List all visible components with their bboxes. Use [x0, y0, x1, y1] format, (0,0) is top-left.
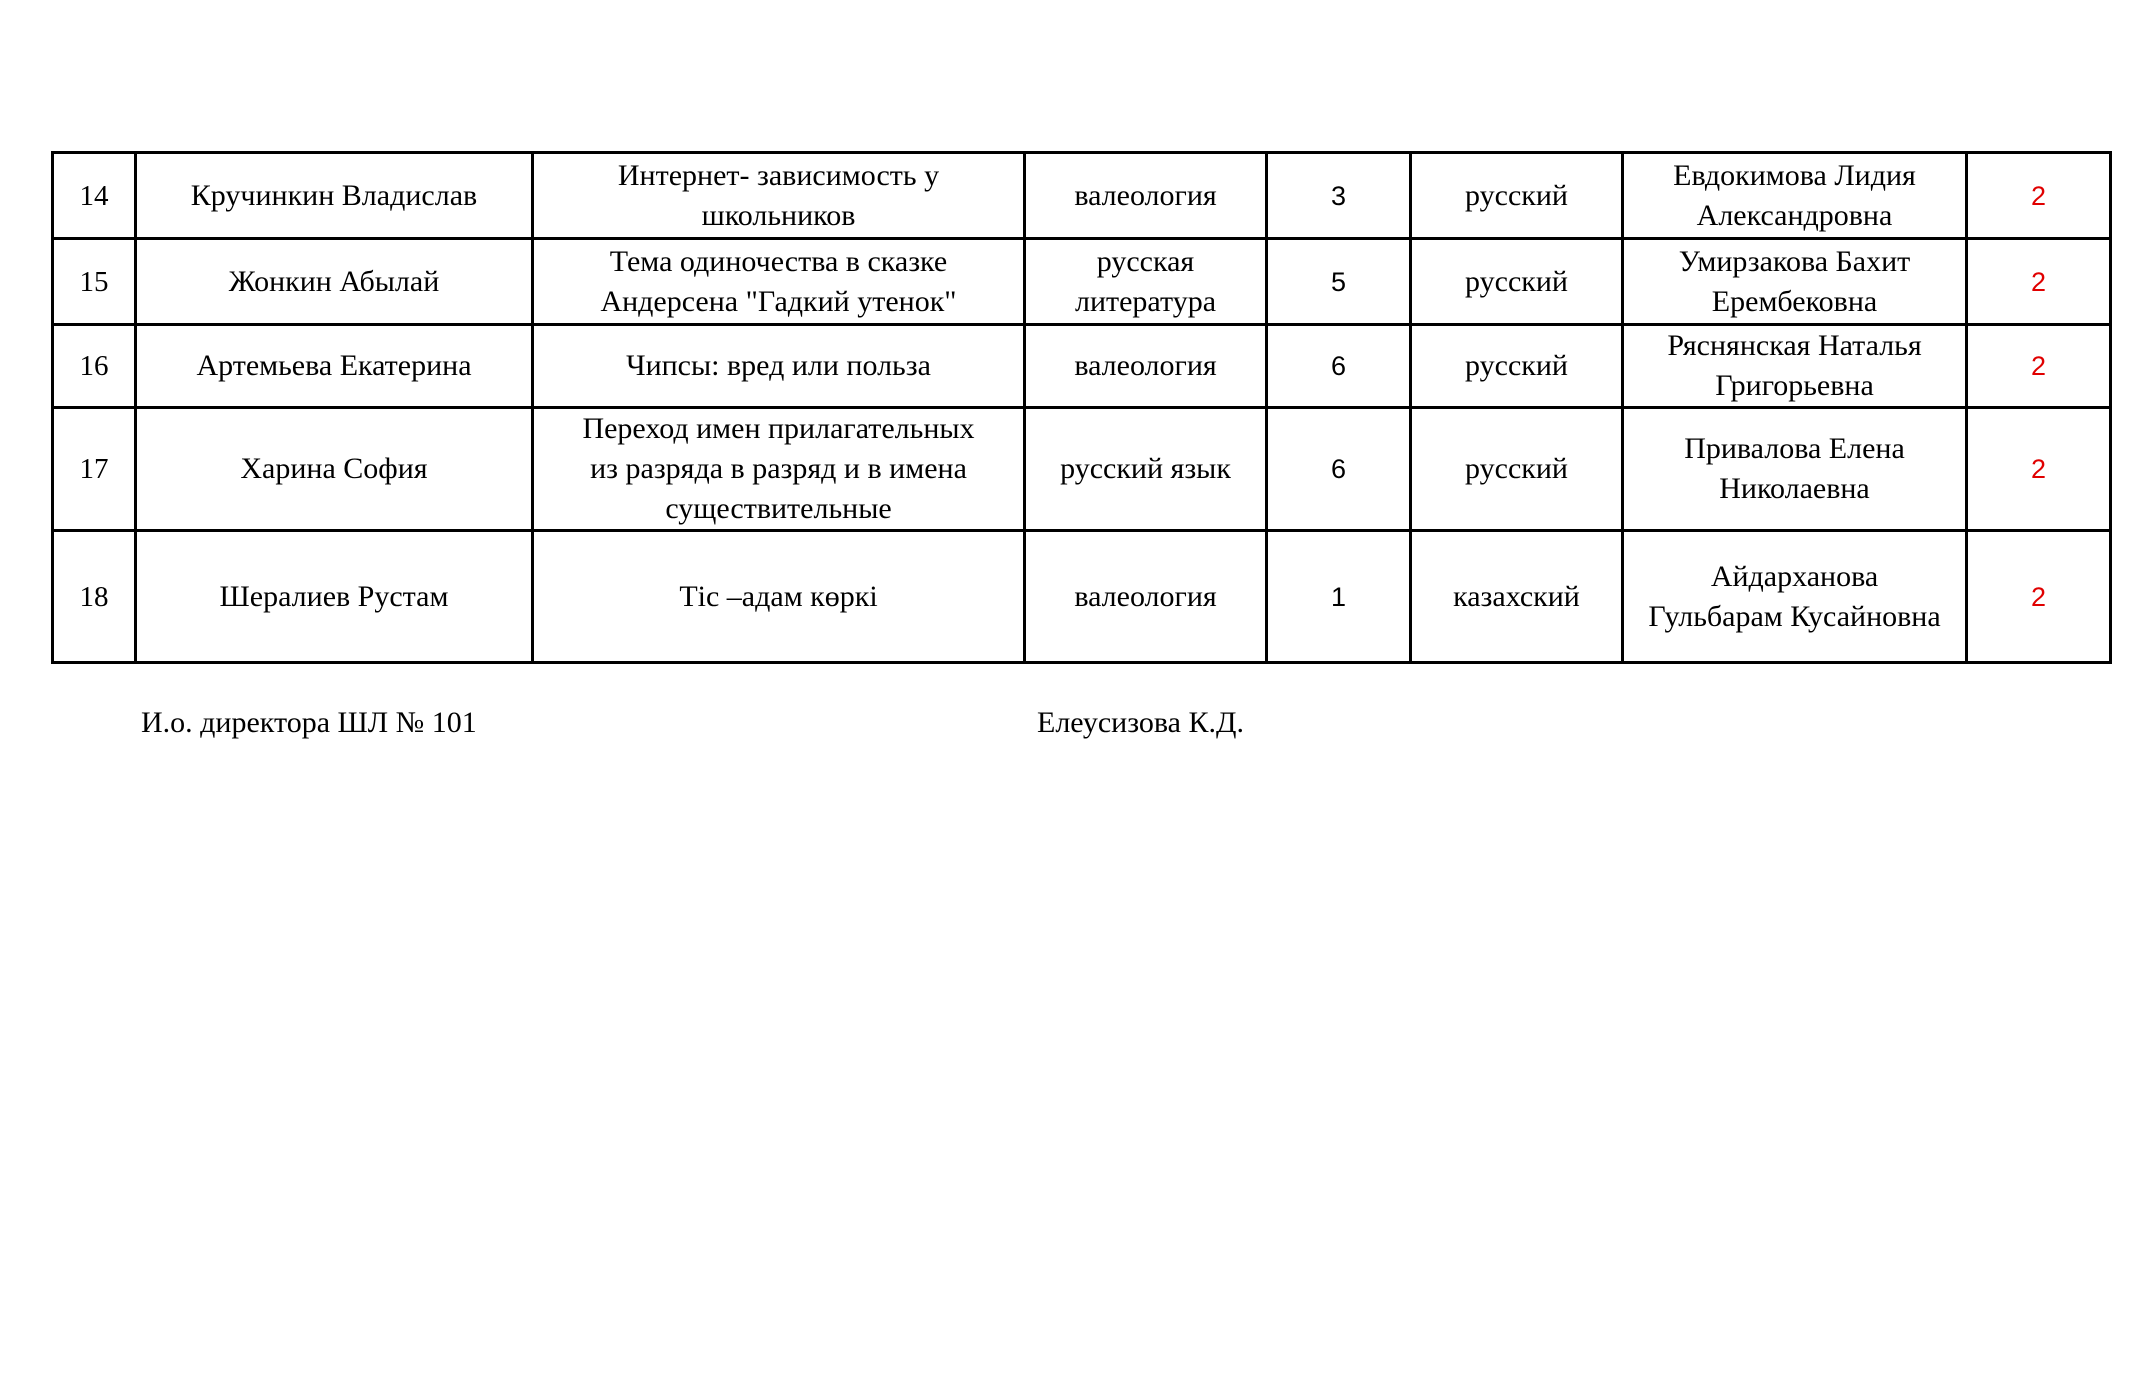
cell-subject: [1025, 239, 1267, 325]
cell-number-text: 18: [79, 580, 109, 613]
results-table: [51, 151, 2112, 664]
cell-supervisor-line: Александровна: [1696, 198, 1893, 232]
cell-language: [1411, 153, 1623, 239]
cell-topic-line: школьников: [701, 198, 856, 232]
cell-subject: [1025, 153, 1267, 239]
cell-supervisor-line: Гульбарам Кусайновна: [1648, 599, 1941, 633]
cell-score-text: 2: [2030, 454, 2047, 484]
cell-student-name-text: Кручинкин Владислав: [190, 178, 478, 212]
cell-language-text: русский: [1465, 349, 1568, 382]
director-position-label: И.о. директора ШЛ № 101: [141, 706, 477, 739]
cell-subject-line: русская: [1096, 244, 1195, 278]
cell-number: [53, 531, 136, 663]
cell-number-text: 14: [79, 179, 109, 212]
cell-score: [1967, 531, 2111, 663]
director-name: Елеусизова К.Д.: [1037, 706, 1244, 739]
cell-language-text: русский: [1465, 452, 1568, 485]
cell-supervisor: [1623, 153, 1967, 239]
cell-grade: [1267, 153, 1411, 239]
cell-subject-line: литература: [1074, 284, 1217, 318]
cell-grade-text: 5: [1330, 266, 1347, 297]
cell-student-name: [136, 153, 533, 239]
cell-score: [1967, 408, 2111, 531]
cell-topic-line: Тіс –адам көркі: [679, 579, 878, 613]
cell-topic-line: существительные: [665, 492, 892, 525]
cell-supervisor: [1623, 408, 1967, 531]
cell-subject: [1025, 325, 1267, 408]
cell-topic: [533, 239, 1025, 325]
cell-language: [1411, 325, 1623, 408]
cell-student-name-text: Жонкин Абылай: [228, 264, 440, 298]
cell-grade: [1267, 239, 1411, 325]
cell-topic-line: Тема одиночества в сказке: [609, 244, 948, 278]
cell-number-text: 15: [79, 265, 109, 298]
cell-topic: [533, 408, 1025, 531]
cell-topic-line: Интернет- зависимость у: [617, 158, 940, 192]
cell-score: [1967, 153, 2111, 239]
cell-number: [53, 153, 136, 239]
cell-grade-text: 1: [1330, 581, 1347, 612]
cell-supervisor-line: Евдокимова Лидия: [1673, 158, 1916, 192]
cell-student-name: [136, 239, 533, 325]
table-row: [53, 325, 2111, 408]
cell-grade: [1267, 408, 1411, 531]
cell-language-text: казахский: [1453, 579, 1580, 613]
cell-language: [1411, 531, 1623, 663]
cell-number: [53, 325, 136, 408]
cell-grade-text: 6: [1330, 351, 1347, 381]
cell-language: [1411, 408, 1623, 531]
cell-grade: [1267, 531, 1411, 663]
cell-supervisor-line: Григорьевна: [1715, 369, 1874, 402]
cell-score: [1967, 239, 2111, 325]
table-row: [53, 239, 2111, 325]
cell-number-text: 17: [79, 453, 109, 485]
cell-language-text: русский: [1465, 178, 1568, 212]
table-row: [53, 408, 2111, 531]
cell-supervisor-line: Привалова Елена: [1684, 432, 1905, 465]
cell-subject-line: валеология: [1074, 178, 1217, 212]
cell-score-text: 2: [2030, 266, 2047, 297]
cell-supervisor-line: Николаевна: [1719, 472, 1870, 505]
cell-supervisor: [1623, 239, 1967, 325]
cell-language: [1411, 239, 1623, 325]
cell-score: [1967, 325, 2111, 408]
cell-score-text: 2: [2030, 180, 2047, 211]
cell-topic: [533, 325, 1025, 408]
cell-supervisor-line: Ряснянская Наталья: [1667, 329, 1922, 362]
cell-grade-text: 3: [1330, 180, 1347, 211]
cell-supervisor-line: Умирзакова Бахит: [1678, 244, 1911, 278]
cell-topic-line: из разряда в разряд и в имена: [590, 452, 967, 485]
cell-score-text: 2: [2030, 581, 2047, 612]
cell-grade: [1267, 325, 1411, 408]
cell-student-name: [136, 325, 533, 408]
cell-topic-line: Чипсы: вред или польза: [626, 349, 931, 382]
cell-student-name: [136, 531, 533, 663]
cell-topic-line: Переход имен прилагательных: [582, 412, 975, 445]
cell-student-name: [136, 408, 533, 531]
cell-supervisor: [1623, 325, 1967, 408]
table-row: [53, 153, 2111, 239]
cell-score-text: 2: [2030, 351, 2047, 381]
cell-topic-line: Андерсена "Гадкий утенок": [600, 284, 957, 318]
cell-topic: [533, 153, 1025, 239]
cell-number-text: 16: [79, 350, 109, 382]
cell-subject-line: русский язык: [1060, 452, 1231, 485]
cell-supervisor-line: Ерембековна: [1711, 284, 1878, 318]
cell-subject-line: валеология: [1074, 579, 1217, 613]
cell-language-text: русский: [1465, 264, 1568, 298]
cell-supervisor: [1623, 531, 1967, 663]
results-table-body: [53, 153, 2111, 663]
cell-subject-line: валеология: [1074, 349, 1217, 382]
cell-subject: [1025, 531, 1267, 663]
cell-topic: [533, 531, 1025, 663]
cell-subject: [1025, 408, 1267, 531]
table-row: [53, 531, 2111, 663]
cell-student-name-text: Шералиев Рустам: [219, 579, 449, 613]
cell-number: [53, 239, 136, 325]
cell-student-name-text: Харина София: [240, 452, 428, 485]
cell-grade-text: 6: [1330, 454, 1347, 484]
cell-student-name-text: Артемьева Екатерина: [196, 349, 472, 382]
cell-number: [53, 408, 136, 531]
cell-supervisor-line: Айдарханова: [1710, 559, 1879, 593]
